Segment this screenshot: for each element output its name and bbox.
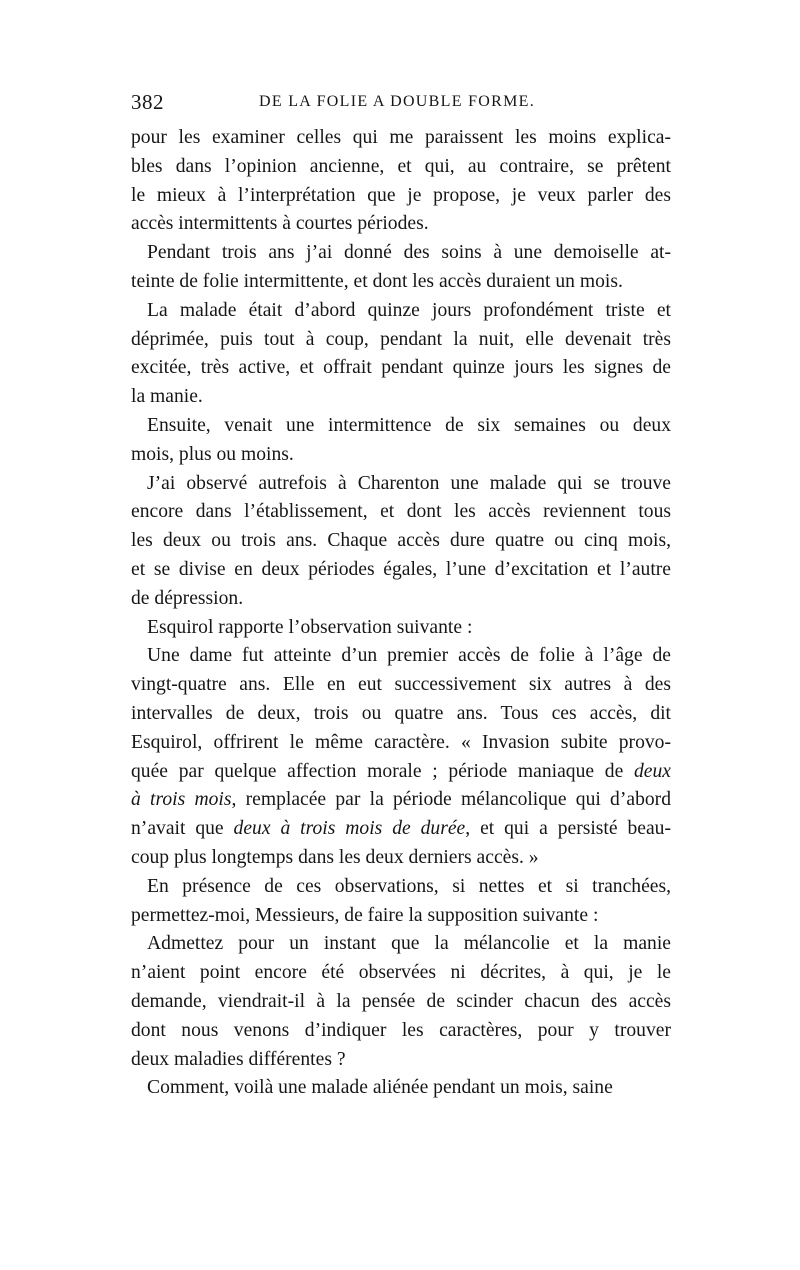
text-line: Pendant trois ans j’ai donné des soins à une demoiselle at-	[147, 242, 671, 264]
paragraph	[131, 642, 671, 872]
text-line: excitée, très active, et offrait pendant quinze jours les signes de	[131, 357, 671, 379]
text-line: deux maladies différentes ?	[131, 1048, 346, 1070]
page-header	[131, 90, 671, 120]
paragraph	[131, 1074, 671, 1103]
paragraph	[131, 614, 671, 643]
paragraph	[131, 239, 671, 297]
text-line: quée par quelque affection morale ; période maniaque de deux	[131, 760, 671, 782]
text-line: encore dans l’établissement, et dont les accès reviennent tous	[131, 501, 671, 523]
text-line: Ensuite, venait une intermittence de six semaines ou deux	[147, 414, 671, 436]
text-line: permettez-moi, Messieurs, de faire la supposition suivante :	[131, 904, 599, 926]
paragraph	[131, 930, 671, 1074]
text-line: Admettez pour un instant que la mélancolie et la manie	[147, 933, 671, 955]
page-number: 382	[131, 90, 164, 114]
text-line: n’aient point encore été observées ni décrites, à qui, je le	[131, 962, 671, 984]
running-title: DE LA FOLIE A DOUBLE FORME.	[259, 93, 535, 110]
text-line: pour les examiner celles qui me paraissent les moins explica-	[131, 127, 671, 148]
text-line: les deux ou trois ans. Chaque accès dure quatre ou cinq mois,	[131, 530, 671, 552]
paragraph	[131, 470, 671, 614]
text-line: et se divise en deux périodes égales, l’une d’excitation et l’autre	[131, 558, 671, 580]
text-line: intervalles de deux, trois ou quatre ans. Tous ces accès, dit	[131, 702, 671, 724]
text-line: la manie.	[131, 386, 203, 408]
text-line: Esquirol rapporte l’observation suivante :	[147, 616, 473, 638]
text-line: teinte de folie intermittente, et dont les accès duraient un mois.	[131, 270, 623, 292]
text-line: Esquirol, offrirent le même caractère. « Invasion subite provo-	[131, 731, 671, 753]
text-line: vingt-quatre ans. Elle en eut successivement six autres à des	[131, 674, 671, 696]
paragraph	[131, 297, 671, 412]
text-line: déprimée, puis tout à coup, pendant la nuit, elle devenait très	[131, 328, 671, 350]
paragraph	[131, 873, 671, 931]
text-line: accès intermittents à courtes périodes.	[131, 213, 429, 235]
text-line: J’ai observé autrefois à Charenton une malade qui se trouve	[147, 472, 671, 494]
paragraph	[131, 124, 671, 239]
text-line: de dépression.	[131, 587, 244, 609]
text-line: le mieux à l’interprétation que je propose, je veux parler des	[131, 184, 671, 206]
text-line: n’avait que deux à trois mois de durée, et qui a persisté beau-	[131, 818, 671, 840]
text-line: à trois mois, remplacée par la période mélancolique qui d’abord	[131, 789, 671, 811]
body-text	[131, 124, 671, 1103]
text-line: mois, plus ou moins.	[131, 443, 294, 465]
text-line: demande, viendrait-il à la pensée de scinder chacun des accès	[131, 990, 671, 1012]
text-line: coup plus longtemps dans les deux derniers accès. »	[131, 846, 539, 868]
text-line: La malade était d’abord quinze jours profondément triste et	[147, 299, 671, 321]
text-line: bles dans l’opinion ancienne, et qui, au contraire, se prêtent	[131, 155, 671, 177]
text-line: dont nous venons d’indiquer les caractères, pour y trouver	[131, 1019, 671, 1041]
text-line: Comment, voilà une malade aliénée pendant un mois, saine	[147, 1077, 613, 1099]
paragraph	[131, 412, 671, 470]
text-line: Une dame fut atteinte d’un premier accès de folie à l’âge de	[147, 645, 671, 667]
text-line: En présence de ces observations, si nettes et si tranchées,	[147, 875, 671, 897]
